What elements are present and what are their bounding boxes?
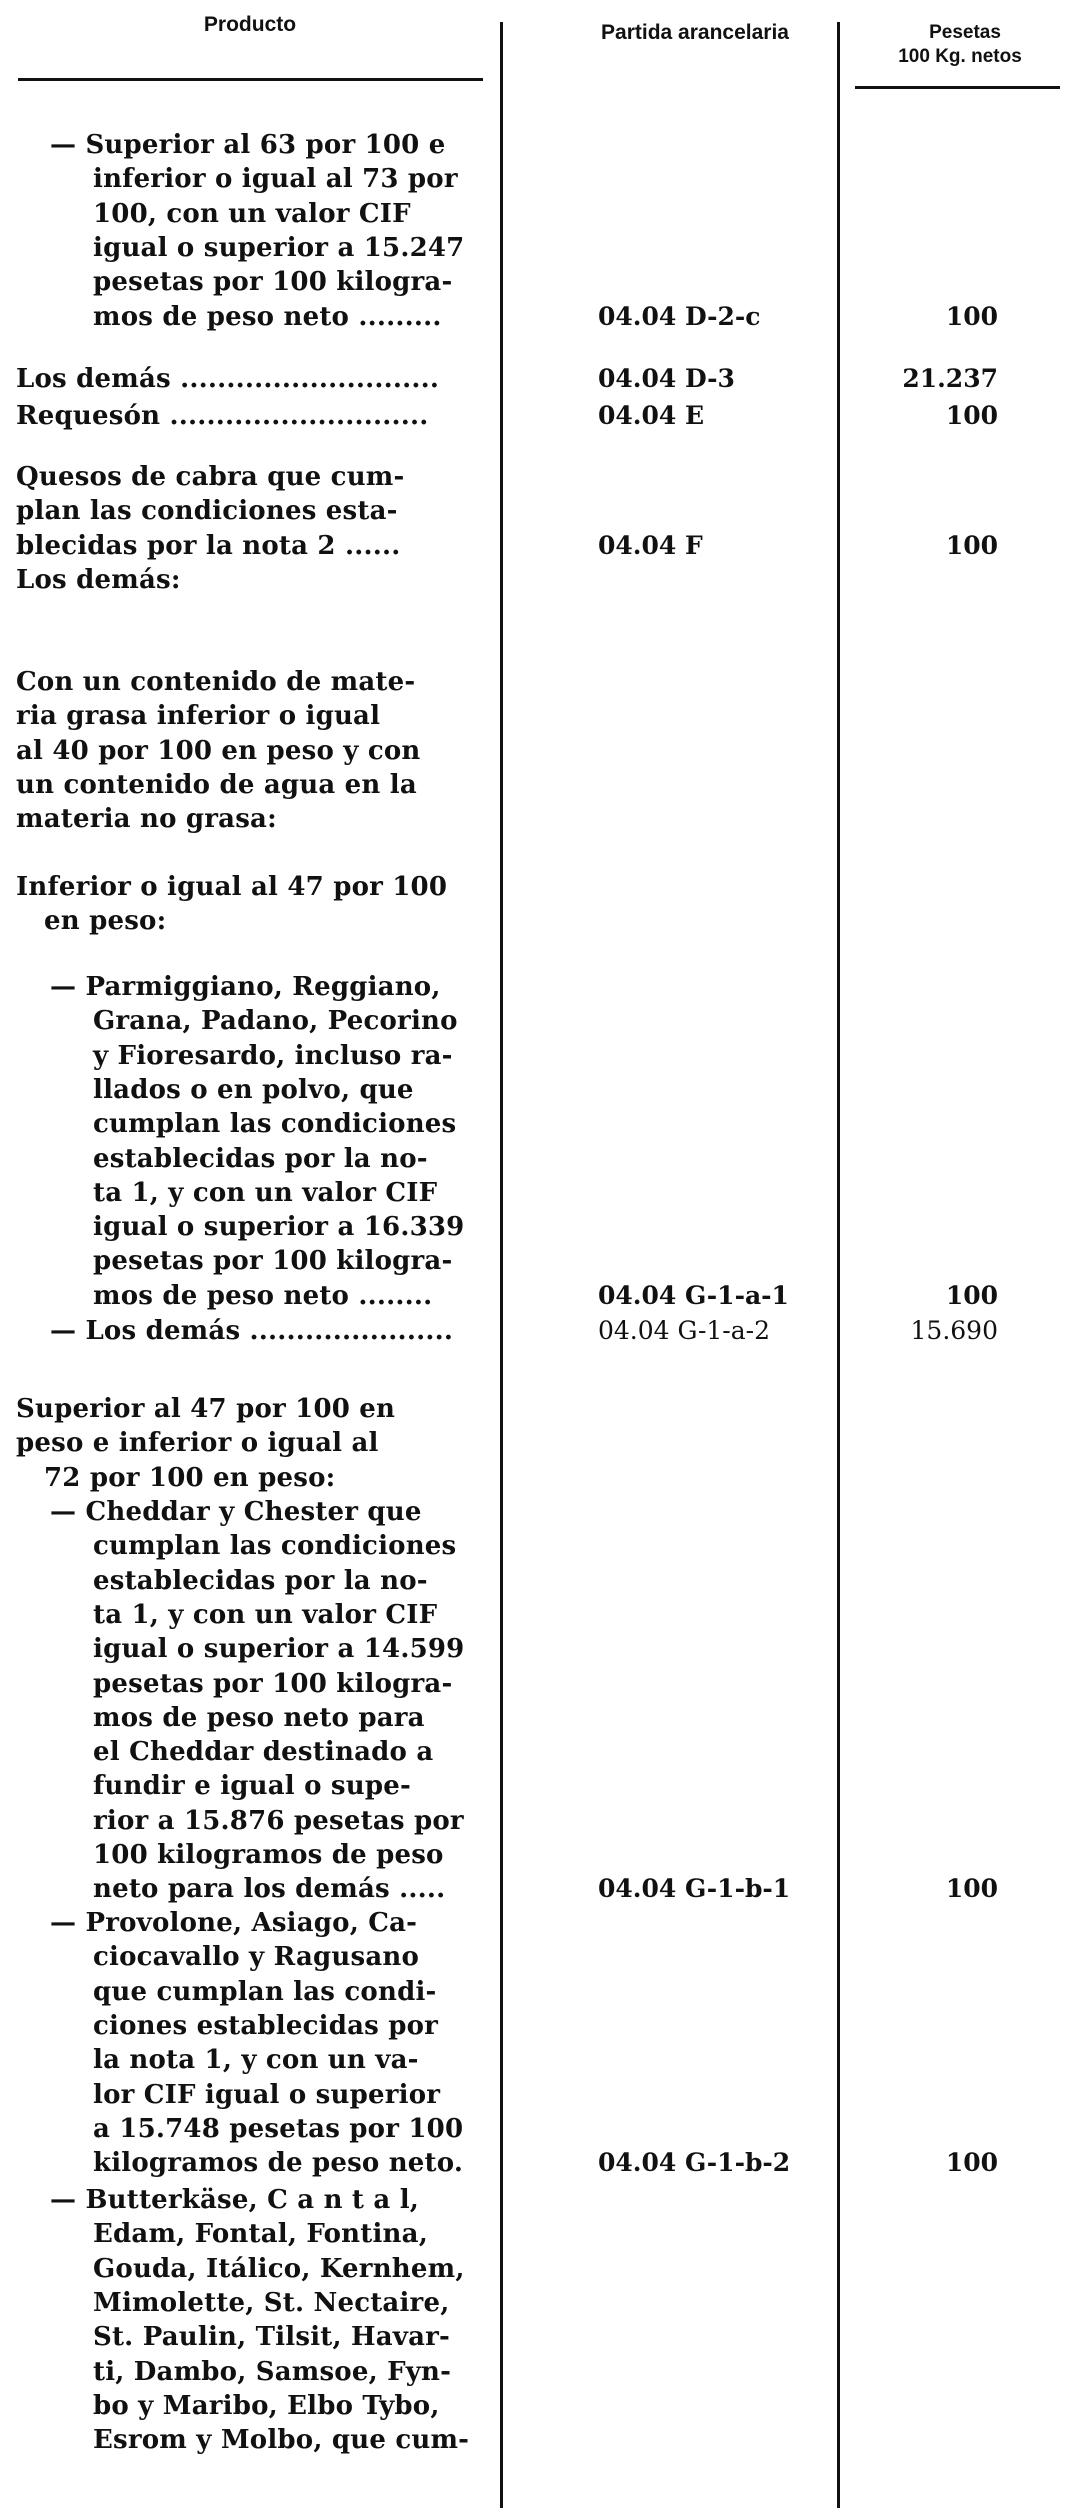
product-text-line: pesetas por 100 kilogra-: [93, 1668, 453, 1699]
product-text-line: mos de peso neto ........: [93, 1280, 433, 1311]
product-text-line: Con un contenido de mate-: [16, 667, 416, 697]
header-pesetas-2: 100 Kg. netos: [898, 46, 1022, 67]
product-text-line: 100 kilogramos de peso: [93, 1840, 444, 1870]
product-text-line: inferior o igual al 73 por: [93, 164, 458, 195]
product-text-line: — Provolone, Asiago, Ca-: [50, 1908, 418, 1938]
product-text-line: pesetas por 100 kilogra-: [93, 267, 453, 298]
product-text-line: bo y Maribo, Elbo Tybo,: [93, 2390, 440, 2421]
product-text-line: rior a 15.876 pesetas por: [93, 1805, 464, 1836]
product-text-line: un contenido de agua en la: [16, 769, 417, 800]
product-text-line: plan las condiciones esta-: [16, 496, 398, 527]
product-text-line: fundir e igual o supe-: [93, 1771, 411, 1802]
product-text-line: 72 por 100 en peso:: [44, 1462, 336, 1493]
product-text-line: lor CIF igual o superior: [93, 2079, 441, 2110]
product-text-line: igual o superior a 14.599: [93, 1634, 465, 1665]
product-text-line: 100, con un valor CIF: [93, 198, 411, 229]
product-text-line: neto para los demás .....: [93, 1874, 446, 1905]
product-text-line: establecidas por la no-: [93, 1565, 428, 1596]
pesetas-value: 100: [945, 1280, 998, 1310]
product-text-line: Gouda, Itálico, Kernhem,: [93, 2253, 465, 2284]
product-text-line: Edam, Fontal, Fontina,: [93, 2219, 428, 2250]
product-text-line: Mimolette, St. Nectaire,: [93, 2287, 450, 2318]
product-text-line: — Cheddar y Chester que: [50, 1497, 422, 1527]
product-text-line: cumplan las condiciones: [93, 1109, 457, 1140]
tariff-code: 04.04 D-2-c: [598, 301, 761, 331]
product-text-line: ciocavallo y Ragusano: [93, 1942, 420, 1973]
product-text-line: — Butterkäse, C a n t a l,: [50, 2185, 420, 2215]
product-text-line: que cumplan las condi-: [93, 1976, 437, 2007]
product-text-line: Esrom y Molbo, que cum-: [93, 2425, 470, 2456]
product-text-line: Requesón ............................: [16, 401, 429, 431]
product-text-line: Los demás:: [16, 565, 181, 595]
product-text-line: St. Paulin, Tilsit, Havar-: [93, 2322, 451, 2353]
product-text-line: la nota 1, y con un va-: [93, 2045, 419, 2076]
pesetas-value: 15.690: [910, 1316, 998, 1345]
product-text-line: Grana, Padano, Pecorino: [93, 1006, 458, 1037]
column-separator-2: [837, 22, 840, 2508]
product-text-line: Los demás ............................: [16, 364, 440, 394]
product-text-line: al 40 por 100 en peso y con: [16, 735, 421, 766]
product-text-line: en peso:: [44, 906, 167, 937]
product-text-line: blecidas por la nota 2 ......: [16, 530, 401, 561]
pesetas-value: 100: [945, 401, 998, 430]
product-text-line: cumplan las condiciones: [93, 1531, 457, 1562]
product-text-line: ti, Dambo, Samsoe, Fyn-: [93, 2356, 452, 2387]
product-text-line: Quesos de cabra que cum-: [16, 462, 405, 492]
pesetas-value: 100: [945, 530, 998, 560]
product-text-line: pesetas por 100 kilogra-: [93, 1246, 453, 1277]
tariff-code: 04.04 G-1-a-1: [598, 1280, 789, 1310]
header-partida: Partida arancelaria: [601, 21, 789, 44]
product-text-line: ta 1, y con un valor CIF: [93, 1599, 438, 1630]
product-text-line: materia no grasa:: [16, 804, 277, 835]
product-text-line: igual o superior a 16.339: [93, 1212, 465, 1243]
product-text-line: — Superior al 63 por 100 e: [50, 130, 446, 160]
product-text-line: mos de peso neto para: [93, 1702, 425, 1733]
pesetas-value: 100: [945, 2148, 998, 2178]
product-text-line: ta 1, y con un valor CIF: [93, 1177, 438, 1208]
header-rule-pesetas: [855, 86, 1060, 89]
product-text-line: — Los demás ......................: [50, 1316, 454, 1346]
product-text-line: ciones establecidas por: [93, 2010, 439, 2041]
tariff-code: 04.04 E: [598, 401, 705, 430]
product-text-line: establecidas por la no-: [93, 1143, 428, 1174]
product-text-line: a 15.748 pesetas por 100: [93, 2113, 464, 2144]
product-text-line: llados o en polvo, que: [93, 1074, 414, 1105]
tariff-code: 04.04 F: [598, 530, 703, 560]
product-text-line: ria grasa inferior o igual: [16, 701, 381, 732]
product-text-line: peso e inferior o igual al: [16, 1428, 379, 1459]
tariff-code: 04.04 G-1-b-1: [598, 1874, 791, 1904]
product-text-line: y Fioresardo, incluso ra-: [93, 1040, 453, 1071]
pesetas-value: 100: [945, 1874, 998, 1904]
product-text-line: — Parmiggiano, Reggiano,: [50, 972, 441, 1002]
product-text-line: Inferior o igual al 47 por 100: [16, 872, 448, 902]
header-pesetas-1: Pesetas: [929, 22, 1001, 43]
tariff-code: 04.04 D-3: [598, 364, 735, 393]
tariff-code: 04.04 G-1-a-2: [598, 1316, 771, 1345]
header-producto: Producto: [203, 13, 297, 36]
header-rule-producto: [18, 78, 483, 81]
product-text-line: Superior al 47 por 100 en: [16, 1394, 396, 1424]
pesetas-value: 21.237: [902, 364, 998, 393]
pesetas-value: 100: [945, 301, 998, 331]
product-text-line: igual o superior a 15.247: [93, 232, 465, 263]
product-text-line: kilogramos de peso neto.: [93, 2148, 464, 2179]
product-text-line: el Cheddar destinado a: [93, 1737, 434, 1768]
tariff-code: 04.04 G-1-b-2: [598, 2148, 791, 2178]
product-text-line: mos de peso neto .........: [93, 301, 442, 332]
